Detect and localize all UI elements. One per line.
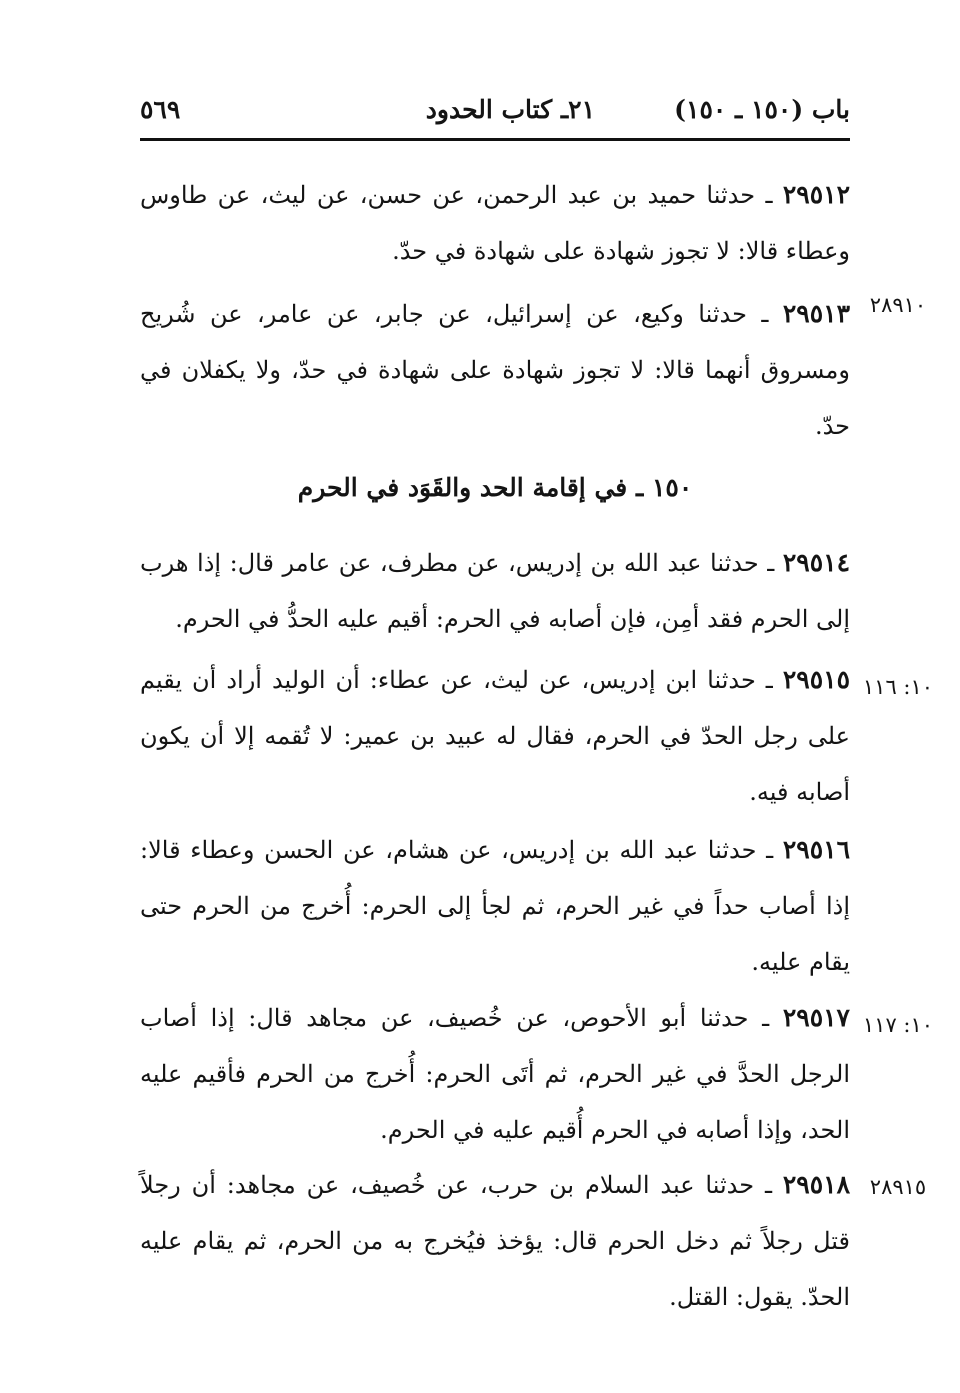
hadith-number: ٢٩٥١٥ [782, 665, 850, 694]
hadith-entry [140, 990, 850, 1158]
hadith-text: ـ حدثنا ابن إدريس، عن ليث، عن عطاء: أن الوليد أراد أن يقيم على رجل الحدّ في الحرم، فقال له عبيد بن عمير: لا تُقمه إلا أن يكون أصابه فيه. [140, 666, 850, 806]
hadith-text: ـ حدثنا وكيع، عن إسرائيل، عن جابر، عن عامر، عن شُريح ومسروق أنهما قالا: لا تجوز شهادة على شهادة في حدّ، ولا يكفلان في حدّ. [140, 300, 850, 440]
margin-reference: ١٠: ١١٦ [862, 675, 934, 699]
page-number: ٥٦٩ [140, 95, 181, 124]
hadith-entry [140, 167, 850, 279]
hadith-number: ٢٩٥١٤ [782, 548, 850, 577]
hadith-text: ـ حدثنا عبد السلام بن حرب، عن خُصيف، عن مجاهد: أن رجلاً قتل رجلاً ثم دخل الحرم قال: يؤخذ فيُخرج به من الحرم، ثم يقام عليه الحدّ. يقول: القتل. [140, 1171, 850, 1311]
hadith-number: ٢٩٥١٢ [782, 180, 850, 209]
hadith-text: ـ حدثنا حميد بن عبد الرحمن، عن حسن، عن ليث، عن طاوس وعطاء قالا: لا تجوز شهادة على شهادة في حدّ. [140, 181, 850, 265]
hadith-text: ـ حدثنا عبد الله بن إدريس، عن مطرف، عن عامر قال: إذا هرب إلى الحرم فقد أمِن، فإن أصابه في الحرم: أقيم عليه الحدُّ في الحرم. [140, 549, 850, 633]
page-header [140, 92, 850, 132]
hadith-number: ٢٩٥١٦ [782, 835, 850, 864]
hadith-entry [140, 822, 850, 990]
book-title: ٢١ـ كتاب الحدود [425, 95, 595, 124]
hadith-text: ـ حدثنا أبو الأحوص، عن خُصيف، عن مجاهد قال: إذا أصاب الرجل الحدَّ في غير الحرم، ثم أتَى الحرم: أُخرج من الحرم فأقيم عليه الحد، وإذا أصابه في الحرم أُقيم عليه في الحرم. [140, 1004, 850, 1144]
hadith-entry [140, 1157, 850, 1325]
hadith-number: ٢٩٥١٨ [782, 1170, 850, 1199]
hadith-entry [140, 652, 850, 820]
hadith-number: ٢٩٥١٧ [782, 1003, 850, 1032]
header-rule [140, 138, 850, 141]
hadith-entry [140, 535, 850, 647]
hadith-entry [140, 286, 850, 454]
hadith-text: ـ حدثنا عبد الله بن إدريس، عن هشام، عن الحسن وعطاء قالا: إذا أصاب حداً في غير الحرم، ثم لجأ إلى الحرم: أُخرج من الحرم حتى يقام عليه. [140, 836, 850, 976]
section-title: ١٥٠ ـ في إقامة الحد والقَوَد في الحرم [297, 473, 693, 502]
chapter-range: باب (١٥٠ ـ ١٥٠) [674, 95, 850, 124]
margin-reference: ٢٨٩١٠ [869, 293, 927, 317]
margin-reference: ١٠: ١١٧ [862, 1013, 934, 1037]
margin-reference: ٢٨٩١٥ [869, 1175, 927, 1199]
hadith-number: ٢٩٥١٣ [782, 299, 850, 328]
